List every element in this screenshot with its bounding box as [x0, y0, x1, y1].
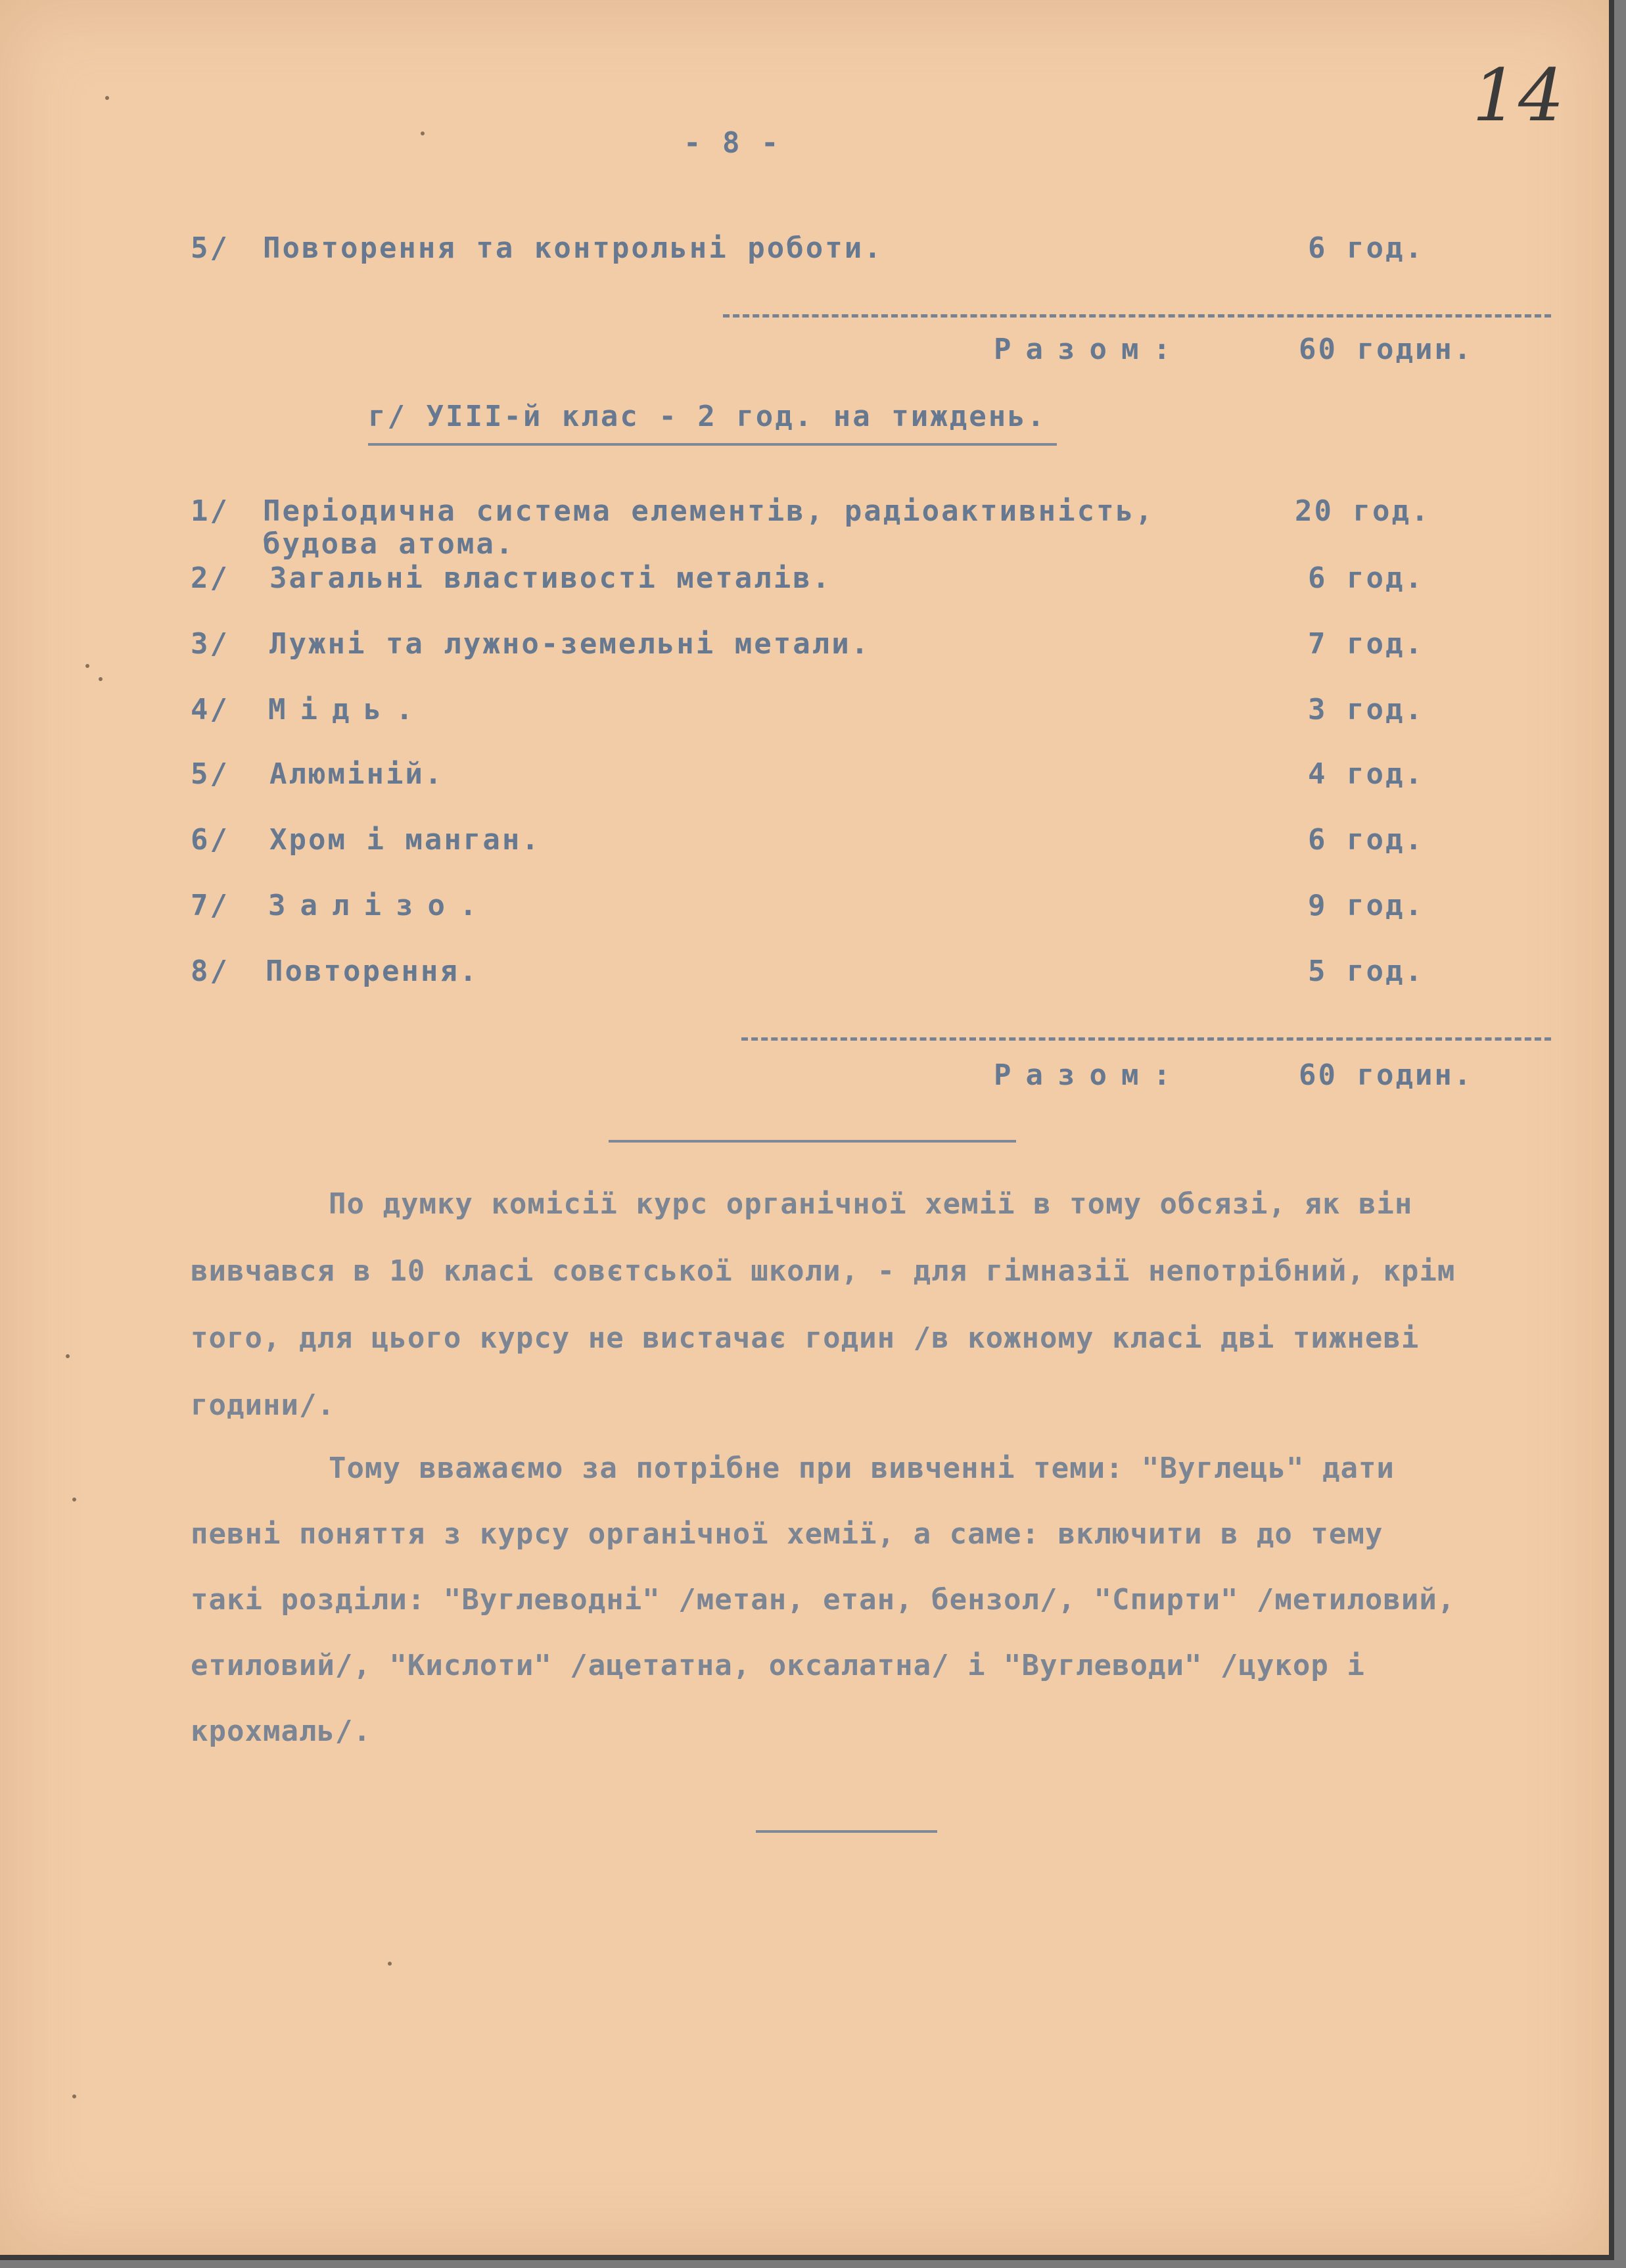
closing-divider — [756, 1830, 937, 1833]
item-text: Хром і манган. — [269, 823, 541, 857]
page-number: - 8 - — [684, 126, 781, 160]
item-number: 2/ — [191, 561, 229, 595]
item-number: 6/ — [191, 823, 229, 857]
paragraph-line: години/. — [191, 1388, 335, 1422]
item-hours: 5 год. — [1308, 955, 1424, 988]
total-rule — [741, 1037, 1551, 1041]
heading-underline — [368, 443, 1057, 446]
item-number: 5/ — [191, 757, 229, 791]
paper-speck — [105, 96, 109, 100]
item-number: 4/ — [191, 693, 229, 726]
item-number: 3/ — [191, 627, 229, 661]
item-hours: 4 год. — [1308, 757, 1424, 791]
paper-speck — [85, 664, 89, 668]
paper-speck — [72, 2094, 76, 2098]
item-number: 1/ — [191, 494, 229, 528]
archive-page-number: 14 — [1472, 53, 1564, 137]
item-text: Загальні властивості металів. — [269, 561, 832, 595]
total-label: Разом: — [994, 1058, 1185, 1092]
item-number: 5/ — [191, 231, 229, 265]
paper-speck — [66, 1354, 70, 1358]
total-value: 60 годин. — [1299, 333, 1474, 366]
item-text: Повторення та контрольні роботи. — [263, 231, 883, 265]
paragraph-line: крохмаль/. — [191, 1714, 371, 1748]
item-hours: 6 год. — [1308, 561, 1424, 595]
paragraph-line: Тому вважаємо за потрібне при вивченні теми: "Вуглець" дати — [329, 1452, 1395, 1485]
total-rule — [723, 314, 1551, 318]
item-number: 7/ — [191, 889, 229, 922]
item-hours: 20 год. — [1295, 494, 1431, 528]
paragraph-line: того, для цього курсу не вистачає годин /в кожному класі дві тижневі — [191, 1321, 1420, 1355]
item-hours: 7 год. — [1308, 627, 1424, 661]
paragraph-line: По думку комісії курс органічної хемії в тому обсязі, як він — [329, 1187, 1413, 1221]
item-text: Алюміній. — [269, 757, 444, 791]
item-text: Мідь. — [268, 693, 428, 726]
item-text-continued: будова атома. — [263, 527, 515, 561]
total-label: Разом: — [994, 333, 1185, 366]
item-text: Повторення. — [266, 955, 479, 988]
item-text: Залізо. — [268, 889, 492, 922]
item-text: Періодична система елементів, радіоактивність, — [263, 494, 1155, 528]
paper-speck — [72, 1498, 76, 1501]
paper-speck — [99, 677, 103, 681]
item-hours: 9 год. — [1308, 889, 1424, 922]
section-heading: г/ УІІІ-й клас - 2 год. на тиждень. — [368, 400, 1047, 433]
item-text: Лужні та лужно-земельні метали. — [269, 627, 871, 661]
paragraph-line: такі розділи: "Вуглеводні" /метан, етан, бензол/, "Спирти" /метиловий, — [191, 1583, 1456, 1617]
paper-speck — [388, 1962, 392, 1966]
item-hours: 6 год. — [1308, 823, 1424, 857]
item-hours: 3 год. — [1308, 693, 1424, 726]
paragraph-line: певні поняття з курсу органічної хемії, а саме: включити в до тему — [191, 1517, 1383, 1551]
section-divider — [609, 1140, 1016, 1143]
item-number: 8/ — [191, 955, 229, 988]
paragraph-line: вивчався в 10 класі совєтської школи, - для гімназії непотрібний, крім — [191, 1254, 1456, 1288]
item-hours: 6 год. — [1308, 231, 1424, 265]
total-value: 60 годин. — [1299, 1058, 1474, 1092]
paragraph-line: етиловий/, "Кислоти" /ацетатна, оксалатна/ і "Вуглеводи" /цукор і — [191, 1649, 1365, 1682]
paper-speck — [421, 131, 425, 135]
